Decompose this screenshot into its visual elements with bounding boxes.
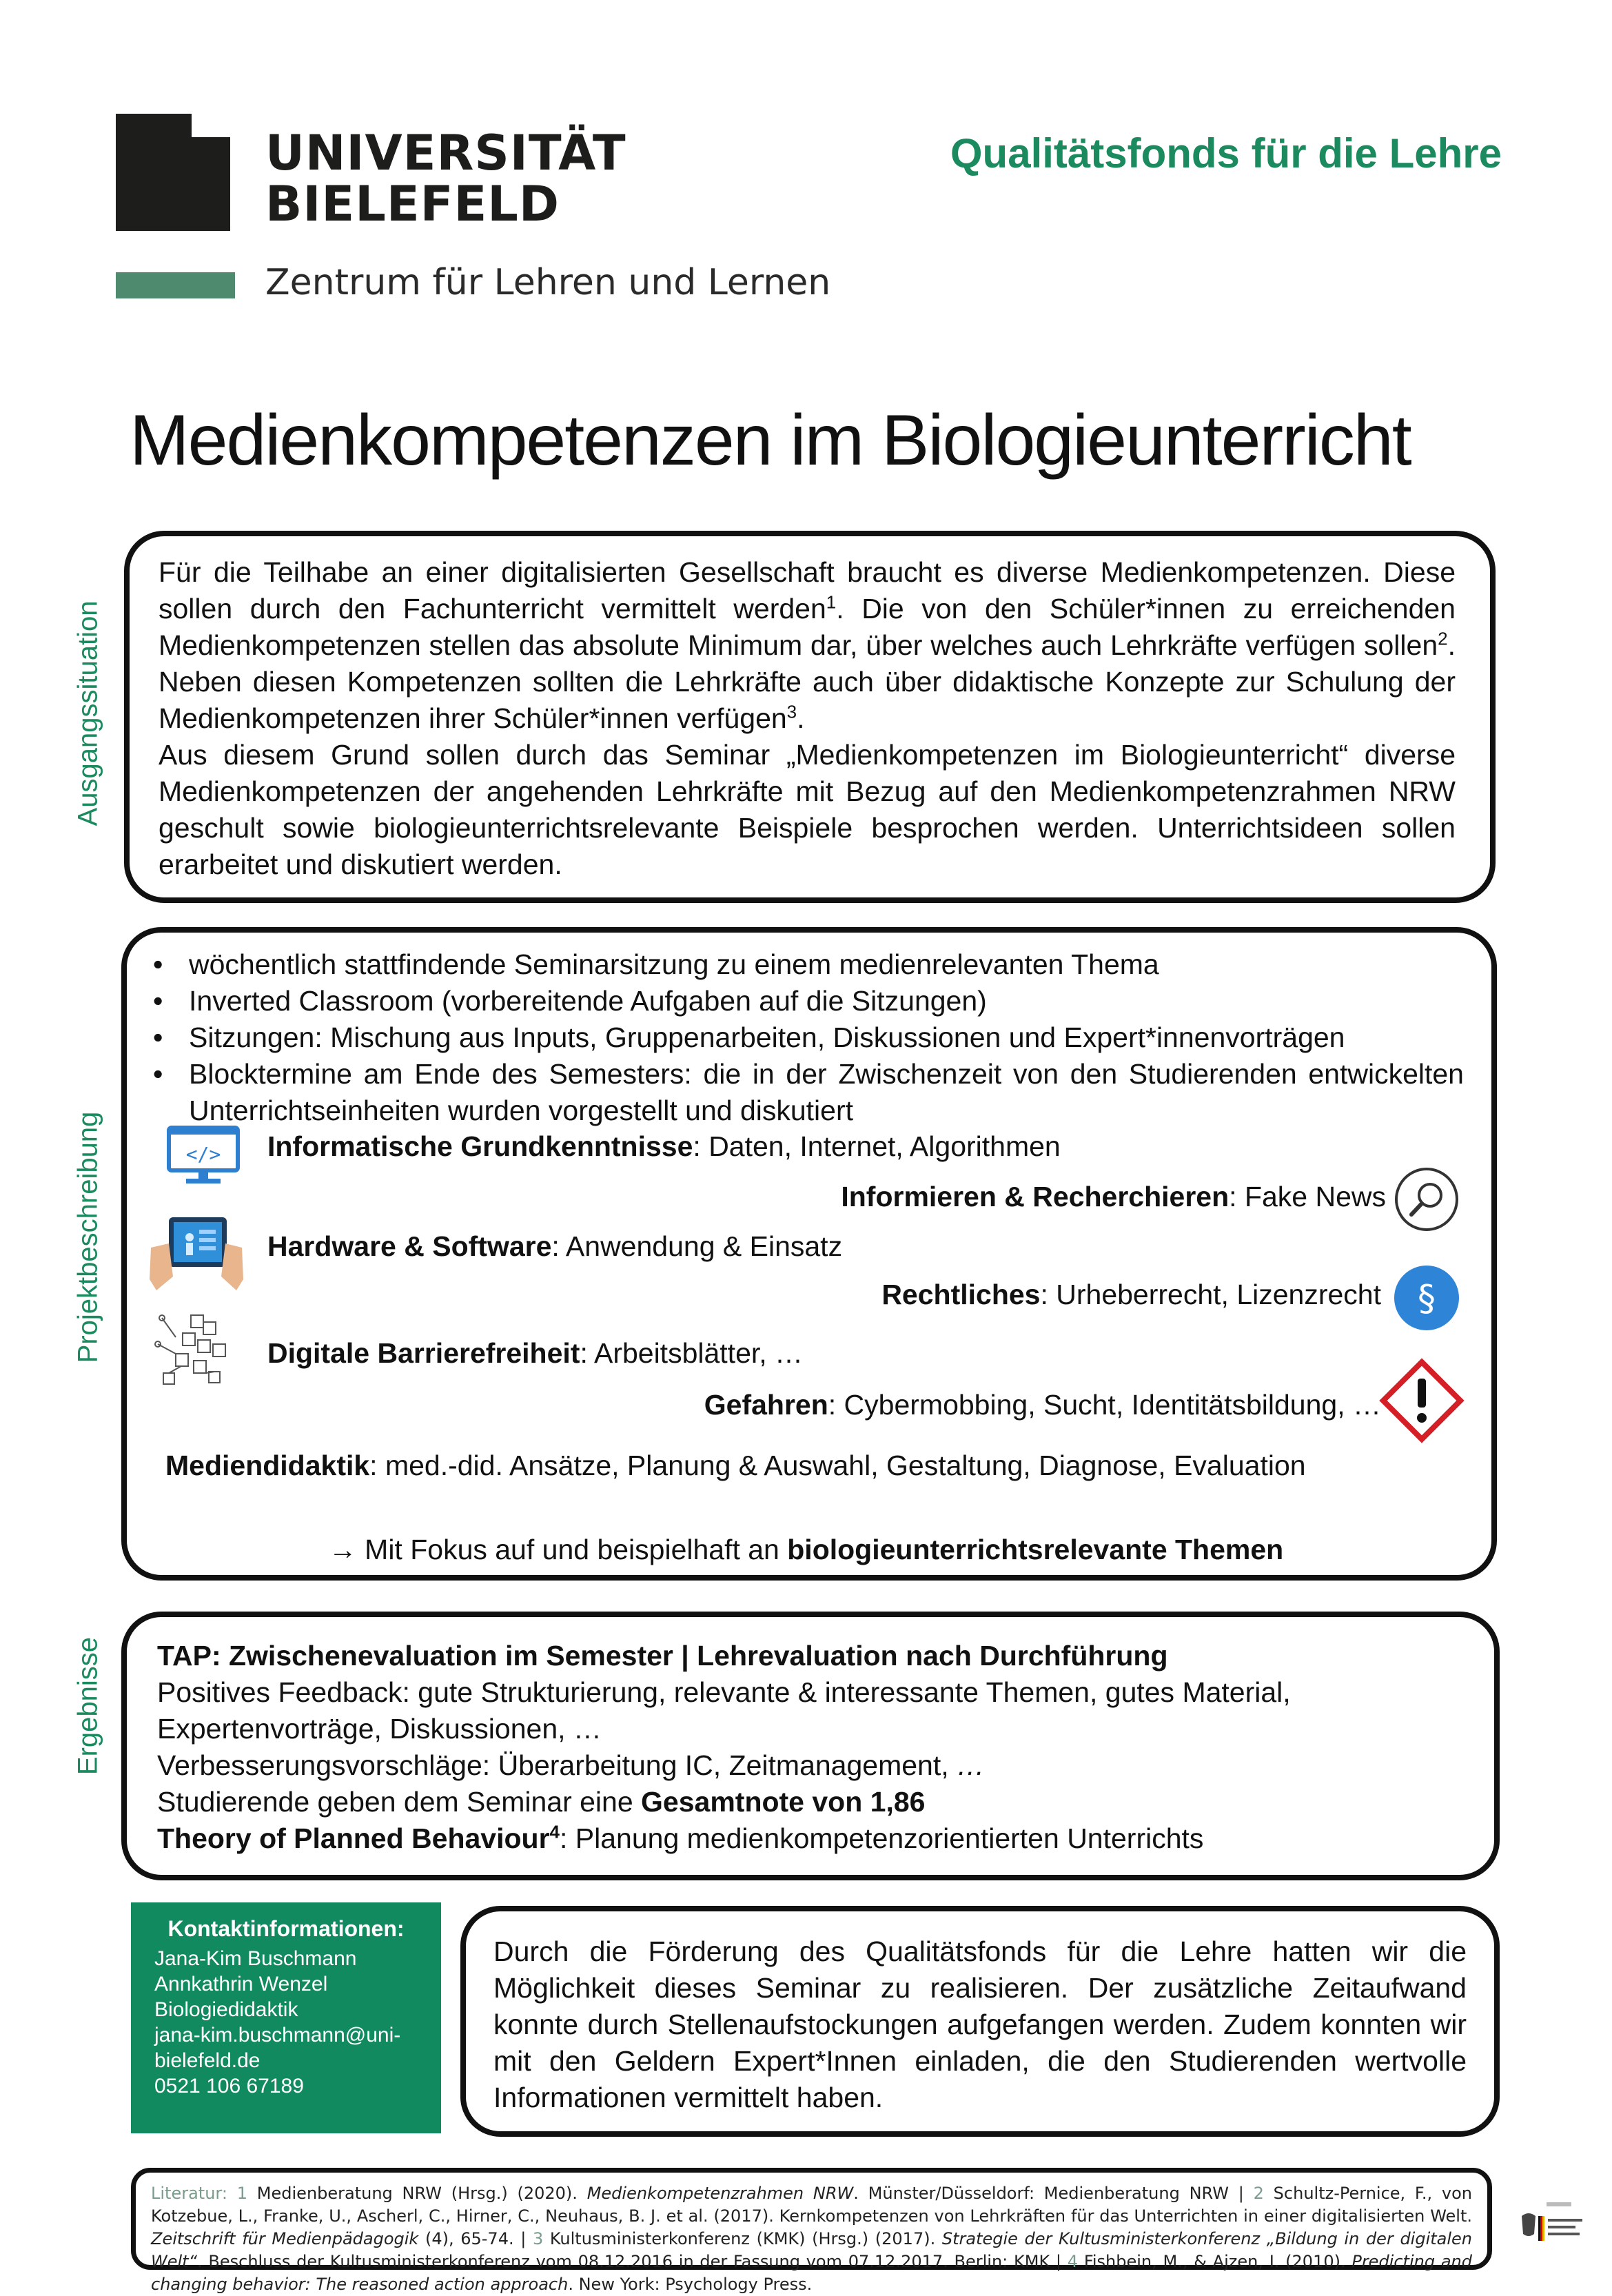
literature-label: Literatur: [151, 2184, 227, 2203]
focus-note: → Mit Fokus auf und beispielhaft an biologieunterrichtsrelevante Themen [328, 1534, 1284, 1565]
contact-title: Kontaktinformationen: [167, 1916, 405, 1941]
section-label-description: Projektbeschreibung [72, 1111, 103, 1363]
topic-accessibility: Digitale Barrierefreiheit: Arbeitsblätter, … [267, 1337, 804, 1369]
results-heading: TAP: Zwischenevaluation im Semester | Lehrevaluation nach Durchführung [157, 1640, 1168, 1672]
topic-informatics: Informatische Grundkenntnisse: Daten, Internet, Algorithmen [267, 1130, 1061, 1162]
fund-title: Qualitätsfonds für die Lehre [950, 130, 1502, 176]
results-box [121, 1612, 1500, 1880]
contact-email-1[interactable]: jana-kim.buschmann@uni- [154, 2024, 401, 2046]
university-name: UNIVERSITÄT BIELEFELD [265, 125, 626, 232]
results-theory: Theory of Planned Behaviour$^4$: Planung medienkompetenzorientierten Unterrichts [157, 1821, 1204, 1854]
page-title: Medienkompetenzen im Biologieunterricht [130, 400, 1411, 480]
contact-name-2: Annkathrin Wenzel [154, 1973, 328, 1995]
section-label-situation: Ausgangssituation [72, 600, 103, 826]
contact-phone: 0521 106 67189 [154, 2075, 304, 2097]
svg-text:§: § [1418, 1278, 1436, 1319]
section-label-results: Ergebnisse [72, 1636, 103, 1776]
results-suggestions: Verbesserungsvorschläge: Überarbeitung IC, Zeitmanagement, … [157, 1749, 986, 1781]
magnifier-icon [1394, 1166, 1460, 1232]
center-name: Zentrum für Lehren und Lernen [265, 262, 831, 303]
situation-paragraph-2: Aus diesem Grund sollen durch das Seminar „Medienkompetenzen im Biologieunterricht“ diverse Medienkompetenzen der angehenden Lehrkräfte mit Bezug auf den Medienkompetenzrahmen NRW geschult sowie biologieunterrichtsrelevante Beispiele besprochen werden. Unterrichtsideen sollen erarbeitet und diskutiert werden. [159, 739, 1456, 880]
results-feedback: Positives Feedback: gute Strukturierung, relevante & interessante Themen, gutes Material, Expertenvorträge, Diskussionen, … [157, 1676, 1291, 1745]
literature-box: Literatur: 1 Medienberatung NRW (Hrsg.) (2020). Medienkompetenzrahmen NRW. Münster/Düsseldorf: Medienberatung NRW | 2 Schultz-Pernice, F., von Kotzebue, L., Franke, U., Ascherl, C., Hirner, C., Neuhaus, B. J. et al. (2017). Kernkompetenzen von Lehrkräften für das Unterrichten in einer digitalisierten Welt. Zeitschrift für Medienpädagogik (4), 65-74. | 3 Kultusministerkonferenz (KMK) (Hrsg.) (2017). Strategie der Kultusministerkonferenz „Bildung in der digitalen Welt“. Beschluss der Kultusministerkonferenz vom 08.12.2016 in der Fassung vom 07.12.2017. Berlin: KMK | 4 Fishbein, M., & Ajzen, I. (2010). Predicting and changing behavior: The reasoned action approach. New York: Psychology Press. [131, 2168, 1492, 2270]
hazard-icon [1380, 1359, 1463, 1442]
ministry-logo [1516, 2195, 1592, 2271]
paragraph-icon [1392, 1263, 1461, 1332]
topic-media-didactics: Mediendidaktik: med.-did. Ansätze, Planung & Auswahl, Gestaltung, Diagnose, Evaluation [165, 1450, 1306, 1481]
list-item: • Sitzungen: Mischung aus Inputs, Gruppenarbeiten, Diskussionen und Expert*innenvorträgen [147, 1019, 1464, 1056]
contact-department: Biologiedidaktik [154, 1998, 298, 2021]
list-item: • wöchentlich stattfindende Seminarsitzung zu einem medienrelevanten Thema [147, 946, 1464, 983]
logo-green-bar [116, 272, 235, 298]
contact-name-1: Jana-Kim Buschmann [154, 1947, 357, 1970]
topic-hardware-software: Hardware & Software: Anwendung & Einsatz [267, 1230, 843, 1262]
tablet-hands-icon [148, 1213, 245, 1294]
contact-panel [131, 1902, 441, 2133]
topic-dangers: Gefahren: Cybermobbing, Sucht, Identitätsbildung, … [704, 1389, 1381, 1421]
svg-text:</>: </> [185, 1143, 221, 1166]
contact-email-2[interactable]: bielefeld.de [154, 2049, 261, 2072]
university-logo-mark [116, 114, 230, 231]
funding-box [460, 1906, 1500, 2137]
topic-legal: Rechtliches: Urheberrecht, Lizenzrecht [881, 1279, 1381, 1310]
list-item: • Blocktermine am Ende des Semesters: die in der Zwischenzeit von den Studierenden entwickelten Unterrichtseinheiten wurden vorgestellt und diskutiert [147, 1056, 1464, 1129]
description-bullets [147, 946, 1464, 1129]
situation-paragraph-1: Für die Teilhabe an einer digitalisierten Gesellschaft braucht es diverse Medienkompetenzen. Diese sollen durch den Fachunterricht vermittelt werden$^1$. Die von den Schüler*innen zu erreichenden Medienkompetenzen stellen das absolute Minimum dar, über welches auch Lehrkräfte verfügen sollen$^2$. Neben diesen Kompetenzen sollten die Lehrkräfte auch über didaktische Konzepte zur Schulung der Medienkompetenzen ihrer Schüler*innen verfügen$^3$. [159, 556, 1456, 734]
list-item: • Inverted Classroom (vorbereitende Aufgaben auf die Sitzungen) [147, 983, 1464, 1019]
computer-code-icon [165, 1125, 241, 1187]
network-blocks-icon [155, 1310, 234, 1391]
situation-box [124, 531, 1496, 903]
topic-research: Informieren & Recherchieren: Fake News [841, 1181, 1386, 1212]
results-grade: Studierende geben dem Seminar eine Gesamtnote von 1,86 [157, 1786, 926, 1818]
funding-text: Durch die Förderung des Qualitätsfonds für die Lehre hatten wir die Möglichkeit dieses Seminar zu realisieren. Der zusätzliche Zeitaufwand konnte durch Stellenaufstockungen aufgefangen werden. Zudem konnten wir mit den Geldern Expert*Innen einladen, die den Studierenden wertvolle Informationen vermittelt haben. [493, 1936, 1467, 2113]
